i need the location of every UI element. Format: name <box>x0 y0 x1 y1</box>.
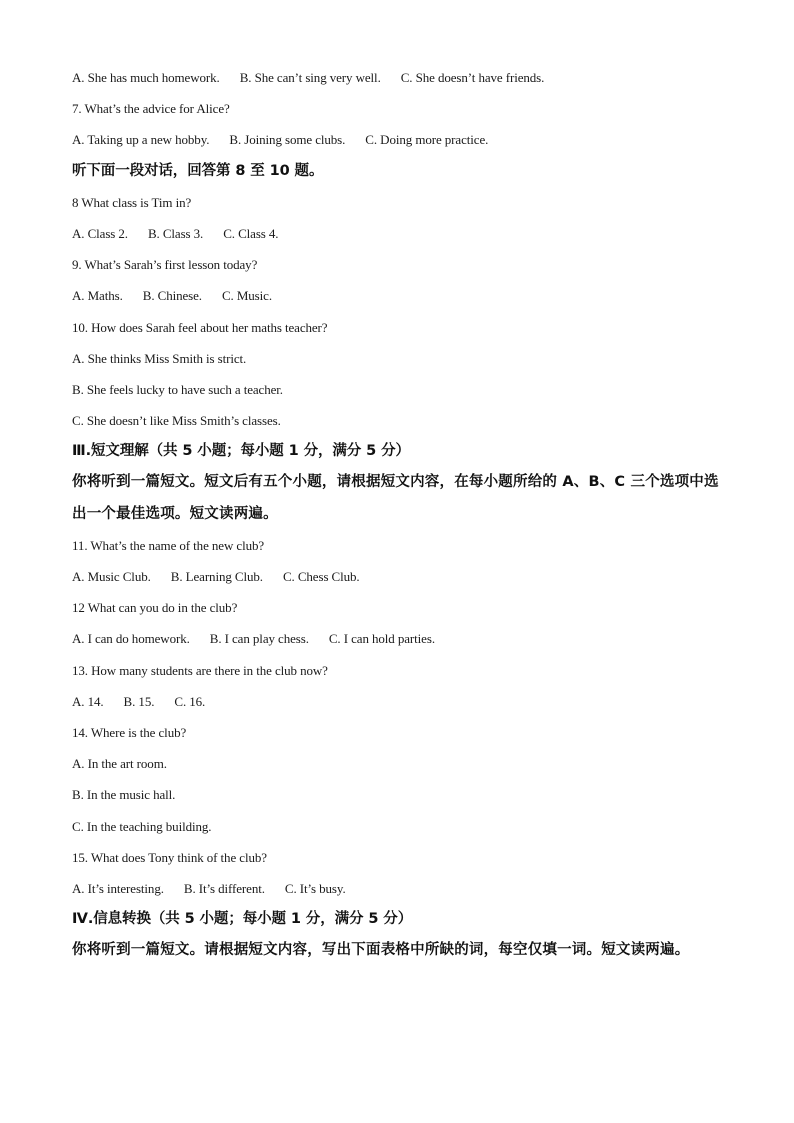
question-text: B. In the music hall. <box>72 787 176 803</box>
answer-option: A. Music Club. <box>72 569 151 585</box>
question-text: B. She feels lucky to have such a teacher. <box>72 381 283 397</box>
question-text: A. She thinks Miss Smith is strict. <box>72 350 247 366</box>
answer-option: B. 15. <box>123 693 155 709</box>
question-text: 7. What’s the advice for Alice? <box>72 101 230 117</box>
answer-option: A. Maths. <box>72 288 123 304</box>
answer-options-row <box>72 218 722 249</box>
answer-option: A. Class 2. <box>72 225 128 241</box>
section-instructions: 你将听到一篇短文。短文后有五个小题，请根据短文内容，在每小题所给的 A、B、C 三个选项中选出一个最佳选项。短文读两遍。 <box>72 474 719 522</box>
answer-option: C. Doing more practice. <box>365 132 489 148</box>
answer-options-row <box>72 280 722 311</box>
answer-option: C. 16. <box>174 693 206 709</box>
question-text: 8 What class is Tim in? <box>72 194 192 210</box>
answer-option: A. It’s interesting. <box>72 880 164 896</box>
answer-option: A. She has much homework. <box>72 70 220 85</box>
exam-page <box>72 62 722 966</box>
answer-option: C. Class 4. <box>223 225 279 241</box>
answer-option: C. It’s busy. <box>284 880 346 896</box>
answer-option: B. Chinese. <box>142 288 202 304</box>
question-text: A. In the art room. <box>72 756 167 772</box>
answer-option: B. Learning Club. <box>170 569 263 585</box>
question-text: 11. What’s the name of the new club? <box>72 537 265 553</box>
answer-options-row <box>72 561 722 592</box>
question-text: C. She doesn’t like Miss Smith’s classes. <box>72 413 281 429</box>
question-text: 9. What’s Sarah’s first lesson today? <box>72 257 258 273</box>
answer-option: C. Music. <box>221 288 272 304</box>
answer-option: C. She doesn’t have friends. <box>400 70 545 85</box>
section-instructions: 你将听到一篇短文。请根据短文内容，写出下面表格中所缺的词，每空仅填一词。短文读两遍。 <box>72 942 690 959</box>
answer-option: B. It’s different. <box>183 880 265 896</box>
answer-option: C. I can hold parties. <box>328 631 435 647</box>
answer-options-row <box>72 873 722 904</box>
answer-option: A. 14. <box>72 693 104 709</box>
answer-option: B. Joining some clubs. <box>229 132 346 148</box>
answer-option: B. I can play chess. <box>209 631 309 647</box>
section-heading: Ⅳ.信息转换（共 5 小题；每小题 1 分，满分 5 分） <box>72 911 413 928</box>
answer-options-row <box>72 124 722 155</box>
section-heading: 听下面一段对话，回答第 8 至 10 题。 <box>72 162 324 179</box>
question-text: C. In the teaching building. <box>72 818 212 834</box>
answer-option: B. Class 3. <box>147 225 204 241</box>
question-text: 14. Where is the club? <box>72 724 187 740</box>
section-heading: Ⅲ.短文理解（共 5 小题；每小题 1 分，满分 5 分） <box>72 443 410 460</box>
answer-options-row <box>72 62 722 93</box>
answer-option: B. She can’t sing very well. <box>239 70 381 85</box>
answer-options-row <box>72 686 722 717</box>
question-text: 12 What can you do in the club? <box>72 600 238 616</box>
question-text: 10. How does Sarah feel about her maths teacher? <box>72 319 328 335</box>
question-text: 13. How many students are there in the club now? <box>72 662 328 678</box>
answer-option: A. Taking up a new hobby. <box>72 132 210 148</box>
answer-options-row <box>72 623 722 654</box>
answer-option: A. I can do homework. <box>72 631 190 647</box>
question-text: 15. What does Tony think of the club? <box>72 849 267 865</box>
answer-option: C. Chess Club. <box>282 569 360 585</box>
